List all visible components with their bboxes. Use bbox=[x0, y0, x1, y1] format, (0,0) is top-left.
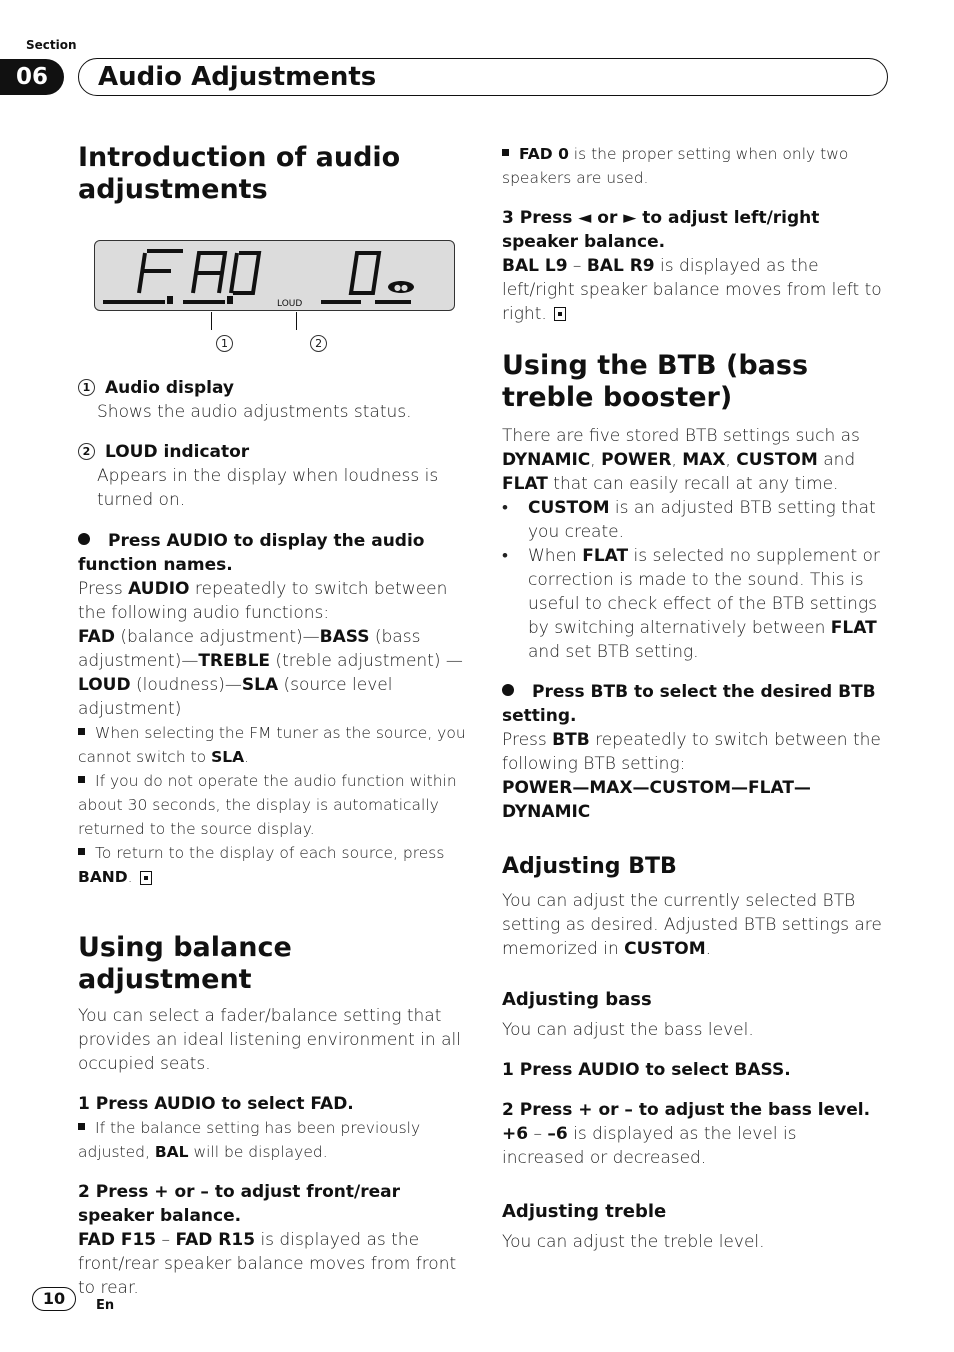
bass-desc: You can adjust the bass level. bbox=[502, 1020, 754, 1040]
balance-step-1-note: If the balance setting has been previously adjusted, BAL will be displayed. bbox=[78, 1119, 421, 1161]
legend-item-1 bbox=[78, 376, 470, 400]
adjusting-btb-title: Adjusting BTB bbox=[502, 854, 677, 879]
intro-legend bbox=[78, 376, 470, 889]
note-bullet-icon bbox=[78, 776, 85, 783]
intro-title: Introduction of audio adjustments bbox=[78, 142, 401, 205]
language-code: En bbox=[96, 1298, 115, 1313]
treble-title: Adjusting treble bbox=[502, 1201, 667, 1222]
bass-title: Adjusting bass bbox=[502, 989, 652, 1010]
intro-step-body: Press AUDIO repeatedly to switch between the following audio functions: bbox=[78, 579, 448, 623]
legend-num-2: 2 bbox=[78, 443, 95, 460]
balance-step-3-body: BAL L9 – BAL R9 is displayed as the left/right speaker balance moves from left to right. bbox=[502, 256, 882, 324]
adjusting-btb-section bbox=[502, 853, 894, 961]
end-mark-icon bbox=[554, 307, 566, 321]
btb-step bbox=[502, 680, 888, 728]
legend-title-2: LOUD indicator bbox=[105, 442, 250, 462]
intro-step-title: Press AUDIO to display the audio function names. bbox=[78, 531, 425, 575]
legend-title-1: Audio display bbox=[105, 378, 234, 398]
callout-2: 2 bbox=[310, 335, 327, 352]
section-title: Audio Adjustments bbox=[98, 62, 377, 92]
balance-continued bbox=[502, 142, 894, 326]
btb-title: Using the BTB (bass treble booster) bbox=[502, 350, 809, 413]
btb-sequence: POWER—MAX—CUSTOM—FLAT—DYNAMIC bbox=[502, 778, 811, 822]
callout-1: 1 bbox=[216, 335, 233, 352]
balance-title: Using balance adjustment bbox=[78, 932, 292, 995]
treble-desc: You can adjust the treble level. bbox=[502, 1232, 765, 1252]
lcd-loud-indicator: LOUD bbox=[277, 299, 303, 309]
lcd-graphic bbox=[95, 241, 453, 309]
audio-functions-list: FAD (balance adjustment)—BASS (bass adjustment)—TREBLE (treble adjustment) —LOUD (loudness)—SLA (source level adjustment) bbox=[78, 627, 463, 719]
legend-desc-2: Appears in the display when loudness is turned on. bbox=[97, 466, 439, 510]
note-bullet-icon bbox=[78, 1123, 85, 1130]
fad0-note: FAD 0 is the proper setting when only two speakers are used. bbox=[502, 145, 849, 187]
lcd-display-illustration bbox=[94, 240, 455, 311]
callout-line-1 bbox=[211, 312, 212, 330]
intro-heading-block bbox=[78, 142, 470, 206]
btb-section bbox=[502, 350, 894, 824]
intro-note-3: To return to the display of each source, press BAND. bbox=[78, 844, 445, 886]
bass-section bbox=[502, 988, 894, 1170]
legend-num-1: 1 bbox=[78, 379, 95, 396]
note-bullet-icon bbox=[502, 149, 509, 156]
callout-line-2 bbox=[296, 312, 297, 330]
page-number: 10 bbox=[32, 1287, 76, 1311]
balance-section bbox=[78, 932, 470, 1300]
intro-note-1: When selecting the FM tuner as the source, you cannot switch to SLA. bbox=[78, 724, 466, 766]
section-label: Section bbox=[26, 38, 77, 52]
step-bullet-icon bbox=[78, 533, 90, 545]
bass-step-2-body: +6 – –6 is displayed as the level is increased or decreased. bbox=[502, 1124, 797, 1168]
btb-bullet-custom: • CUSTOM is an adjusted BTB setting that you create. bbox=[502, 498, 876, 542]
balance-step-2: 2 Press + or – to adjust front/rear speaker balance. bbox=[78, 1182, 400, 1226]
step-bullet-icon bbox=[502, 684, 514, 696]
bass-step-1: 1 Press AUDIO to select BASS. bbox=[502, 1060, 791, 1080]
balance-step-1: 1 Press AUDIO to select FAD. bbox=[78, 1094, 354, 1114]
bass-step-2: 2 Press + or – to adjust the bass level. bbox=[502, 1100, 871, 1120]
note-bullet-icon bbox=[78, 728, 85, 735]
svg-text:●●: ●● bbox=[394, 283, 408, 292]
treble-section bbox=[502, 1200, 894, 1254]
btb-step-body: Press BTB repeatedly to switch between the following BTB setting: bbox=[502, 730, 881, 774]
legend-item-2 bbox=[78, 440, 470, 464]
note-bullet-icon bbox=[78, 848, 85, 855]
btb-intro: There are five stored BTB settings such as DYNAMIC, POWER, MAX, CUSTOM and FLAT that can easily recall at any time. bbox=[502, 426, 860, 494]
intro-step bbox=[78, 529, 458, 577]
balance-step-2-body: FAD F15 – FAD R15 is displayed as the front/rear speaker balance moves from front to rear. bbox=[78, 1230, 457, 1298]
section-number: 06 bbox=[0, 59, 64, 95]
adjusting-btb-desc: You can adjust the currently selected BTB setting as desired. Adjusted BTB settings are memorized in CUSTOM. bbox=[502, 891, 882, 959]
legend-desc-1: Shows the audio adjustments status. bbox=[97, 402, 412, 422]
intro-note-2: If you do not operate the audio function within about 30 seconds, the display is automatically returned to the source display. bbox=[78, 772, 457, 838]
end-mark-icon bbox=[140, 871, 152, 885]
btb-bullet-flat: • When FLAT is selected no supplement or correction is made to the sound. This is useful to check effect of the BTB settings by switching alternatively between FLAT and set BTB setting. bbox=[502, 546, 880, 662]
balance-desc: You can select a fader/balance setting that provides an ideal listening environment in all occupied seats. bbox=[78, 1006, 461, 1074]
btb-step-title: Press BTB to select the desired BTB setting. bbox=[502, 682, 876, 726]
balance-step-3: 3 Press ◄ or ► to adjust left/right speaker balance. bbox=[502, 208, 820, 252]
